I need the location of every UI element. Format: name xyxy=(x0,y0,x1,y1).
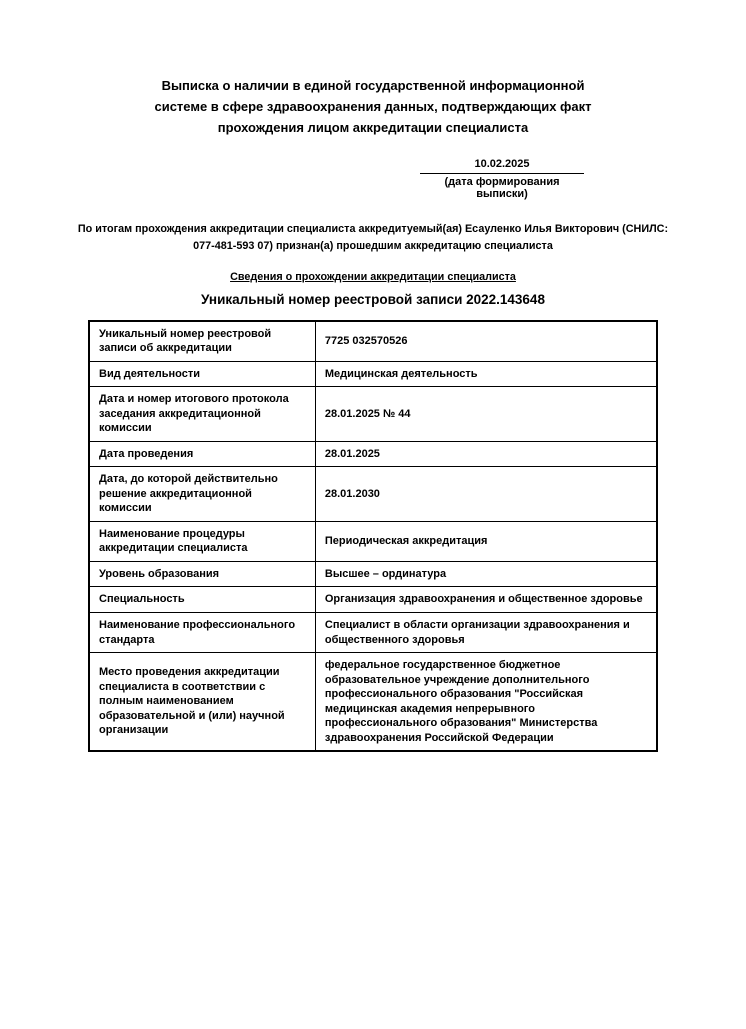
table-row xyxy=(89,361,657,387)
table-row xyxy=(89,467,657,522)
row-label: Наименование профессионального стандарта xyxy=(89,612,315,652)
issue-date-caption: (дата формирования выписки) xyxy=(444,176,560,201)
row-value: Периодическая аккредитация xyxy=(315,521,657,561)
row-label: Уровень образования xyxy=(89,561,315,587)
row-value: Медицинская деятельность xyxy=(315,361,657,387)
section-subtitle: Сведения о прохождении аккредитации специалиста xyxy=(230,270,516,283)
row-value: Организация здравоохранения и общественное здоровье xyxy=(315,587,657,613)
row-label: Специальность xyxy=(89,587,315,613)
document-title: Выписка о наличии в единой государственной информационной системе в сфере здравоохранения данных, подтверждающих факт прохождения лицом аккредитации специалиста xyxy=(154,78,592,135)
row-label: Дата, до которой действительно решение аккредитационной комиссии xyxy=(89,467,315,522)
table-row xyxy=(89,653,657,752)
accreditation-details-table xyxy=(88,320,658,752)
row-label: Вид деятельности xyxy=(89,361,315,387)
row-value: Специалист в области организации здравоохранения и общественного здоровья xyxy=(315,612,657,652)
issue-date-block xyxy=(420,158,584,200)
row-value: 28.01.2030 xyxy=(315,467,657,522)
table-row xyxy=(89,521,657,561)
row-label: Уникальный номер реестровой записи об аккредитации xyxy=(89,321,315,362)
row-value: 28.01.2025 № 44 xyxy=(315,387,657,442)
issue-date: 10.02.2025 xyxy=(420,158,584,174)
row-label: Дата проведения xyxy=(89,441,315,467)
row-label: Наименование процедуры аккредитации специалиста xyxy=(89,521,315,561)
table-row xyxy=(89,612,657,652)
intro-paragraph: По итогам прохождения аккредитации специалиста аккредитуемый(ая) Есауленко Илья Викторович (СНИЛС: 077-481-593 07) признан(а) прошедшим аккредитацию специалиста xyxy=(77,223,669,252)
row-value: федеральное государственное бюджетное образовательное учреждение дополнительного профессионального образования "Российская медицинская академия непрерывного профессионального образования" Министерства здравоохранения Российской Федерации xyxy=(315,653,657,752)
row-label: Место проведения аккредитации специалиста в соответствии с полным наименованием образовательной и (или) научной организации xyxy=(89,653,315,752)
table-row xyxy=(89,587,657,613)
row-value: 28.01.2025 xyxy=(315,441,657,467)
table-row xyxy=(89,387,657,442)
table-row xyxy=(89,321,657,362)
table-row xyxy=(89,441,657,467)
table-row xyxy=(89,561,657,587)
row-value: 7725 032570526 xyxy=(315,321,657,362)
registry-number-title: Уникальный номер реестровой записи 2022.143648 xyxy=(201,291,545,307)
row-label: Дата и номер итогового протокола заседания аккредитационной комиссии xyxy=(89,387,315,442)
row-value: Высшее – ординатура xyxy=(315,561,657,587)
